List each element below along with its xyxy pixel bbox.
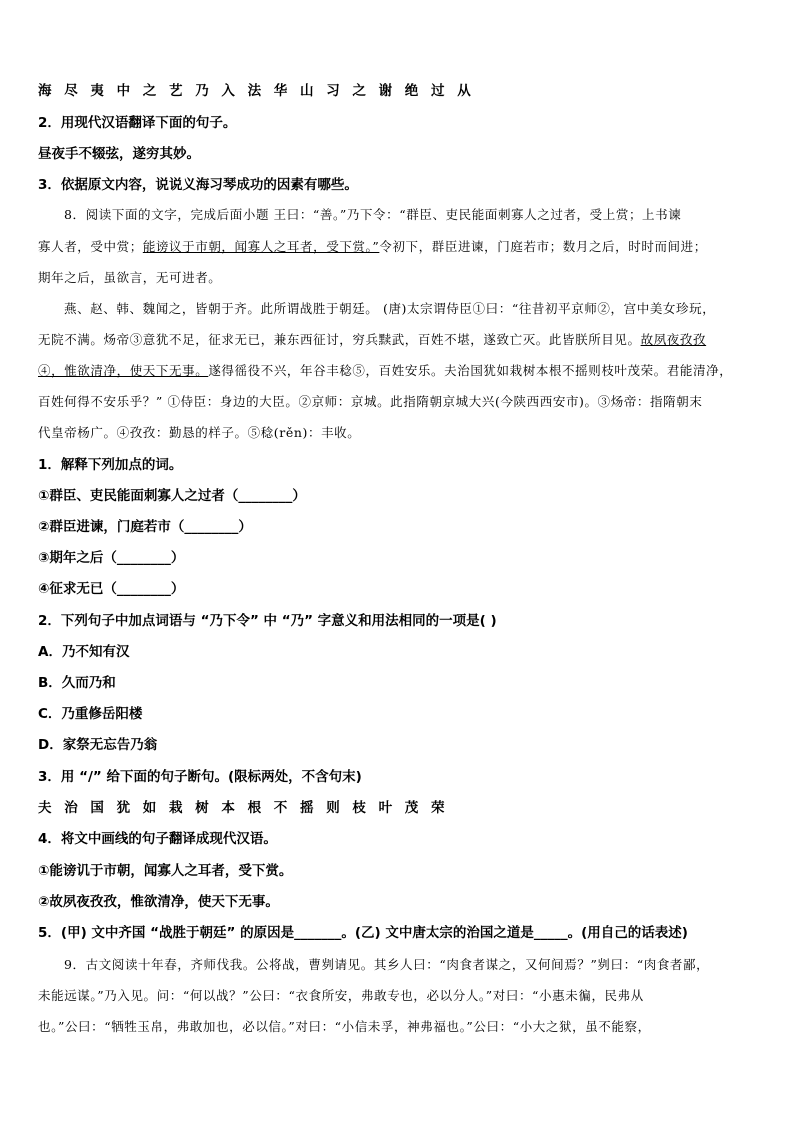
question-text: 2．用现代汉语翻译下面的句子。 [38, 115, 237, 131]
question-text: 3．用 “/” 给下面的句子断句。(限标两处，不含句末) [38, 769, 362, 785]
answer-blank-item: ②群臣进谏，门庭若市（________） [38, 519, 252, 535]
passage-text: 令初下，群臣进谏，门庭若市；数月之后，时时而间进； [379, 239, 707, 254]
passage-text: 无院不满。炀帝③意犹不足，征求无已，兼东西征讨，穷兵黩武，百姓不堪，遂致亡灭。此皆朕所目见。 [38, 332, 641, 347]
underlined-sentence: ④，惟欲清净，使天下无事。 [38, 363, 209, 378]
choice-option: C．乃重修岳阳楼 [38, 706, 143, 722]
choice-option: A．乃不知有汉 [38, 644, 130, 660]
passage-text: 遂得徭役不兴，年谷丰稔⑤，百姓安乐。夫治国犹如栽树本根不摇则枝叶茂荣。君能清净， [208, 363, 733, 378]
question-text: 5．(甲) 文中齐国 “战胜于朝廷” 的原因是_______。(乙) 文中唐太宗的治国之道是_____。(用自己的话表述) [38, 925, 688, 941]
question-text: 3．依据原文内容，说说义海习琴成功的因素有哪些。 [38, 177, 358, 193]
passage-line [38, 237, 764, 257]
passage-line: 8．阅读下面的文字，完成后面小题 王曰：“善。”乃下令：“群臣、吏民能面刺寡人之过者，受上赏；上书谏 [64, 207, 682, 222]
passage-text: 寡人者，受中赏； [38, 239, 143, 254]
passage-line: 百姓何得不安乐乎？” ①侍臣：身边的大臣。②京师：京城。此指隋朝京城大兴(今陕西西安市)。③炀帝：指隋朝末 [38, 394, 703, 409]
passage-line: 海 尽 夷 中 之 艺 乃 入 法 华 山 习 之 谢 绝 过 从 [38, 83, 475, 99]
passage-line [38, 330, 764, 350]
answer-blank-item: ③期年之后（________） [38, 550, 185, 566]
question-text: 4．将文中画线的句子翻译成现代汉语。 [38, 831, 277, 847]
answer-blank-item: ①群臣、吏民能面刺寡人之过者（________） [38, 488, 306, 504]
sentence-to-translate: ①能谤讥于市朝，闻寡人之耳者，受下赏。 [38, 863, 293, 879]
passage-line: 9．古文阅读十年春，齐师伐我。公将战，曹刿请见。其乡人曰：“肉食者谋之，又何间焉？”刿曰：“肉食者鄙， [64, 957, 710, 972]
passage-line: 期年之后，虽欲言，无可进者。 [38, 270, 222, 285]
passage-line: 未能远谋。”乃入见。问：“何以战？”公曰：“衣食所安，弗敢专也，必以分人。”对曰：“小惠未徧，民弗从 [38, 988, 644, 1003]
question-text: 2．下列句子中加点词语与 “乃下令” 中 “乃” 字意义和用法相同的一项是( ) [38, 613, 497, 629]
question-text: 1．解释下列加点的词。 [38, 457, 183, 473]
footnotes: 代皇帝杨广。④孜孜：勤恳的样子。⑤稔(rěn)：丰收。 [38, 425, 361, 440]
sentence-to-punctuate: 夫 治 国 犹 如 栽 树 本 根 不 摇 则 枝 叶 茂 荣 [38, 800, 449, 816]
choice-option: B．久而乃和 [38, 675, 116, 691]
sentence-to-translate: ②故夙夜孜孜，惟欲清净，使天下无事。 [38, 894, 279, 910]
passage-line [38, 361, 764, 381]
choice-option: D．家祭无忘告乃翁 [38, 737, 158, 753]
sentence-to-translate: 昼夜手不辍弦，遂穷其妙。 [38, 146, 200, 162]
underlined-sentence: 故夙夜孜孜 [640, 332, 707, 347]
underlined-sentence: 能谤议于市朝，闻寡人之耳者，受下赏。” [142, 239, 380, 254]
answer-blank-item: ④征求无已（________） [38, 581, 185, 597]
passage-line: 也。”公曰：“牺牲玉帛，弗敢加也，必以信。”对曰：“小信未孚，神弗福也。”公曰：“小大之狱，虽不能察， [38, 1019, 651, 1034]
passage-line: 燕、赵、韩、魏闻之，皆朝于齐。此所谓战胜于朝廷。 (唐)太宗谓侍臣①曰：“往昔初平京师②，宫中美女珍玩， [64, 301, 716, 316]
